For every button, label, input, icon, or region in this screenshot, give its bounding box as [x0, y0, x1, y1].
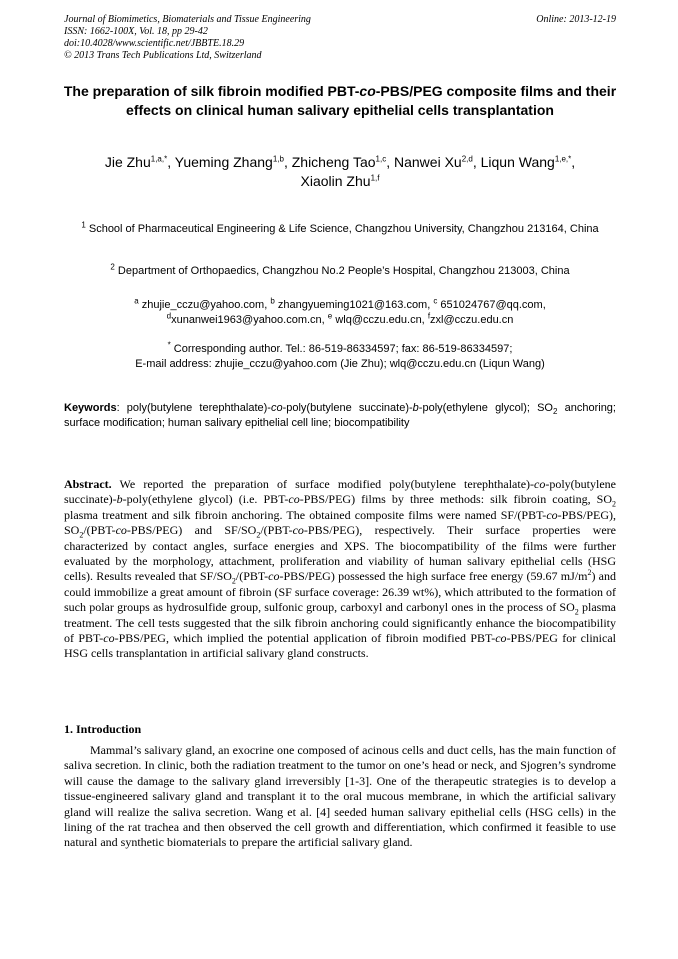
author: Liqun Wang$^{1,e,*}$ [480, 154, 572, 170]
corresponding-line: Corresponding author. Tel.: 86-519-86334597; fax: 86-519-86334597; [173, 343, 513, 355]
keywords: Keywords: poly(butylene terephthalate)-co-poly(butylene succinate)-b-poly(ethylene glycol); $SO_2$ anchoring; surface modification; human salivary epithelial cell line; biocompatibility [64, 402, 616, 429]
author: Nanwei Xu$^{2,d}$ [394, 154, 473, 170]
author: Zhicheng Tao$^{1,c}$ [291, 154, 387, 170]
title-part: The preparation of silk fibroin modified PBT- [63, 83, 360, 99]
abstract-label: Abstract. [64, 477, 112, 491]
copyright-line: © 2013 Trans Tech Publications Ltd, Switzerland [64, 50, 262, 61]
doi-line: doi:10.4028/www.scientific.net/JBBTE.18.29 [64, 38, 245, 49]
journal-header [64, 14, 616, 62]
author: Yueming Zhang$^{1,b}$ [174, 154, 284, 170]
abstract: Abstract. We reported the preparation of surface modified poly(butylene terephthalate)-co-poly(butylene succinate)-b-poly(ethylene glycol) (i.e. PBT-co-PBS/PEG) films by three methods: silk fibroin coating, $SO_2$ plasma treatment and silk fibroin anchoring. The obtained composite films were named SF/(PBT-co-PBS/PEG), $SO_2/(PBT-co-PBS/PEG)$ and $SF/SO_2/(PBT-co-PBS/PEG)$, respectively. Their surface properties were characterized by contact angles, surface energies and XPS. The biocompatibility of the films were further evaluated by the morphology, attachment, proliferation and viability of human salivary epithelial cells (HSG cells). Results revealed that $SF/SO_2/(PBT-co-PBS/PEG)$ possessed the high surface free energy (59.67 $mJ/m^2$) and could immobilize a great amount of fibroin (SF surface coverage: 26.39 wt%), which attributed to the formation of such polar groups as hydrosulfide group, sulfonic group, carboxyl and carbonyl ones in the process of $SO_2$ plasma treatment. The cell tests suggested that the silk fibroin anchoring could significantly enhance the biocompatibility of PBT-co-PBS/PEG, which implied the potential application of fibroin modified PBT-co-PBS/PEG for clinical HSG cells transplantation in artificial salivary gland constructs. [64, 477, 617, 661]
affiliation-2: $^2$ Department of Orthopaedics, Changzhou No.2 People’s Hospital, Changzhou 213003, China [110, 262, 570, 277]
affiliation-1: $^1$ School of Pharmaceutical Engineering & Life Science, Changzhou University, Changzhou 213164, China [81, 220, 599, 235]
email[interactable]: 651024767@qq.com, [440, 299, 546, 311]
title-co: co [359, 83, 376, 99]
title-part: -PBS/PEG composite films and their effects on clinical human salivary epithelial cells transplantation [126, 83, 617, 118]
email[interactable]: wlq@cczu.edu.cn, [335, 314, 425, 326]
author-list: Jie Zhu$^{1,a,*}$, Yueming Zhang$^{1,b}$, Zhicheng Tao$^{1,c}$, Nanwei Xu$^{2,d}$, Liqun Wang$^{1,e,*}$, Xiaolin Zhu$^{1,f}$ [104, 154, 576, 189]
corresponding-author: * Corresponding author. Tel.: 86-519-86334597; fax: 86-519-86334597; E-mail address: zhujie_cczu@yahoo.com (Jie Zhu); wlq@cczu.edu.cn (Liqun Wang) [135, 340, 545, 370]
author: Xiaolin Zhu$^{1,f}$ [300, 173, 380, 189]
paper-title [60, 82, 620, 120]
email[interactable]: zhangyueming1021@163.com, [277, 299, 431, 311]
section-heading-introduction: 1. Introduction [64, 722, 142, 736]
email[interactable]: xunanwei1963@yahoo.com.cn, [171, 314, 325, 326]
author: Jie Zhu$^{1,a,*}$ [104, 154, 168, 170]
corresponding-email-line: E-mail address: zhujie_cczu@yahoo.com (Jie Zhu); wlq@cczu.edu.cn (Liqun Wang) [135, 358, 545, 370]
email[interactable]: zhujie_cczu@yahoo.com, [141, 299, 268, 311]
keywords-label: Keywords [64, 402, 117, 414]
email[interactable]: zxl@cczu.edu.cn [430, 314, 514, 326]
issn-line: ISSN: 1662-100X, Vol. 18, pp 29-42 [64, 26, 208, 37]
online-date: Online: 2013-12-19 [536, 14, 616, 25]
journal-name: Journal of Biomimetics, Biomaterials and Tissue Engineering [64, 14, 311, 25]
introduction-paragraph: Mammal’s salivary gland, an exocrine one composed of acinous cells and duct cells, has the main function of saliva secretion. In clinic, both the radiation treatment to the tumor on one’s head or neck, and Sjogren’s syndrome will cause the damage to the salivary gland irreversibly [1-3]. One of the therapeutic strategies is to develop a tissue-engineered salivary gland and transplant it to the oral mucous membrane, in which the artificial salivary gland will realize the saliva secretion. Wang et al. [4] seeded human salivary epithelial cells (HSG cells) in the lining of the rat trachea and then observed the cell growth and differentiation, which confirmed it feasible to use natural and synthetic biomaterials to prepare the artificial salivary gland. [64, 743, 616, 850]
email-list: $^a$ zhujie_cczu@yahoo.com, $^b$ zhangyueming1021@163.com, $^c$ 651024767@qq.com, $^d$xunanwei1963@yahoo.com.cn, $^e$ wlq@cczu.edu.cn, $^f$zxl@cczu.edu.cn [134, 296, 546, 326]
